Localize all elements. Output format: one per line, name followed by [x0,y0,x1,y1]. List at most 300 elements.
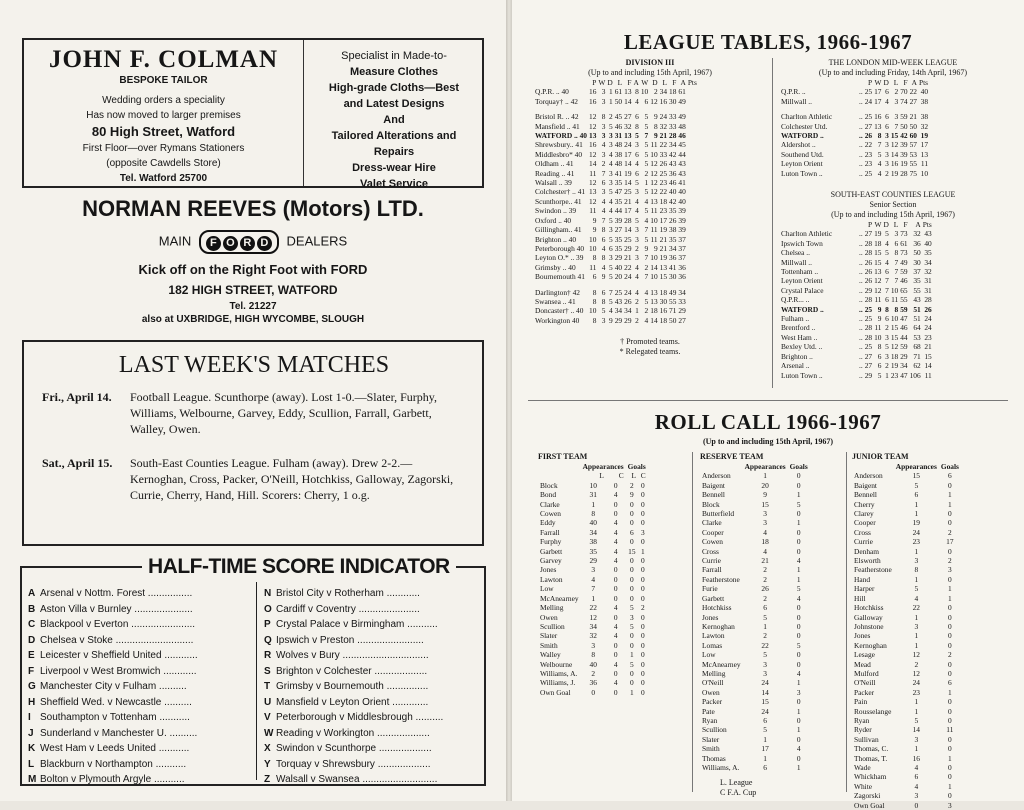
stat-cell: 3 [763,509,767,519]
stat-cell: 44 [614,206,623,216]
player-name: Kernoghan [854,640,887,650]
stat-cell: 3 [591,565,596,575]
se-counties-league [780,190,1006,380]
stat-cell: 39 [900,149,908,159]
stat-cell: 14 [589,159,597,169]
stat-cell: 2 [641,603,645,613]
stat-cell: 5 [763,650,767,660]
player-row [700,641,810,650]
stat-cell: 7 [894,276,899,286]
stat-cell: 2 [591,668,596,678]
player-name: Hill [854,593,866,603]
stat-cell: 9 [653,112,658,122]
stat-cell: 11 [650,140,658,150]
stat-cell: 4 [796,593,801,603]
stat-cell: 1 [796,706,801,716]
stat-cell: 7 [885,285,889,295]
table-row [780,112,929,121]
stat-cell: 3 [914,734,919,744]
match-row [42,455,466,503]
stat-cell: 24 [864,96,873,106]
stat-cell: 1 [914,697,919,707]
stat-cell: 44 [678,149,686,159]
table-row [534,112,698,121]
stat-cell: 9 [644,243,649,253]
appearances-head: Appearances [744,462,786,471]
player-name: Rousselange [854,706,892,716]
stat-cell: 15 [874,257,882,267]
table-row [534,306,698,315]
goals-head: Goals [627,462,646,471]
fixture-match: Manchester City v Fulham .......... [40,681,187,692]
stat-cell: 25 [864,168,873,178]
stat-cell: 28 [864,323,873,333]
stat-cell: 0 [948,659,952,669]
stat-cell: 0 [796,697,801,707]
player-row [852,688,961,697]
stat-cell: 22 [589,603,597,613]
player-name: Zagorski [854,791,881,801]
stat-cell: 5 [644,296,649,306]
stat-cell: 0 [629,509,634,519]
stat-cell: 1 [796,490,801,500]
table-row [534,140,698,149]
stat-cell: 0 [641,640,645,650]
stat-cell: 3 [601,131,606,141]
stat-cell: 3 [601,187,606,197]
stat-cell: 20 [614,272,623,282]
stat-cell: 4 [635,196,639,206]
stat-cell: 4 [796,668,801,678]
player-row [700,650,810,659]
player-row [538,575,648,584]
stat-cell: 4 [601,140,606,150]
stat-cell: 3 [601,149,606,159]
reeves-main: MAIN [158,233,192,249]
stat-cell: 12 [912,668,920,678]
stat-cell: 18 [659,196,668,206]
stat-cell: 26 [924,304,932,314]
stat-cell: 0 [613,593,618,603]
goals-head: Goals [789,462,808,471]
stat-cell: 55 [913,285,921,295]
stat-cell: 10 [890,314,899,324]
fixture-letter: G [28,681,36,692]
fixture-row [264,772,482,788]
fixture-letter: L [28,758,35,770]
midweek-table [780,78,929,178]
stat-cell: 5 [635,178,639,188]
column-head: L [617,78,623,87]
player-row [538,594,648,603]
fixture-letter: C [28,619,36,630]
player-row [852,575,961,584]
leader-dots: .. [859,96,863,106]
stat-cell: 24 [912,678,920,688]
player-row [700,697,810,706]
stat-cell: 14 [624,178,632,188]
stat-cell: 2 [635,315,639,325]
match-date: Sat., April 15. [42,456,113,470]
stat-cell: 6 [763,763,767,772]
stat-cell: 0 [641,621,645,631]
header-row [534,78,698,87]
stat-cell: 24 [761,706,769,716]
fixture-row [264,602,482,618]
junior-team-title: JUNIOR TEAM [852,452,909,461]
stat-cell: 0 [796,612,801,622]
player-name: Hand [854,574,871,584]
stat-cell: 37 [678,234,686,244]
stat-cell: 1 [948,781,952,791]
last-week-title: LAST WEEK'S MATCHES [118,352,390,378]
stat-cell: 27 [624,112,632,122]
team-name: Bournemouth 41 [535,272,585,282]
column-head: D [883,220,889,229]
stat-cell: 4 [591,574,596,584]
stat-cell: 0 [629,574,634,584]
header-row [780,220,933,229]
stat-cell: 12 [874,276,882,286]
player-row [852,537,961,546]
stat-cell: 2 [948,556,952,566]
stat-cell: 41 [669,262,677,272]
stat-cell: 0 [948,734,952,744]
stat-cell: 19 [659,225,668,235]
player-name: Jones [854,631,871,641]
stat-cell: 0 [641,659,645,669]
table-row [534,288,698,297]
stat-cell: 41 [678,178,686,188]
player-row [700,584,810,593]
stat-cell: 42 [669,196,677,206]
player-row [852,631,961,640]
team-name: WATFORD .. 40 [535,131,588,141]
stat-cell: 18 [659,315,668,325]
stat-cell: 6 [601,178,606,188]
stat-cell: 29 [589,556,597,566]
player-row [700,565,810,574]
player-row [852,763,961,772]
stat-cell: 12 [589,196,597,206]
fixture-row [28,679,250,695]
stat-cell: 6 [601,287,606,297]
stat-cell: 24 [761,678,769,688]
leader-dots: .. [859,295,863,305]
table-row [780,87,929,96]
stat-cell: 14 [761,687,769,697]
column-head: F [903,220,908,229]
player-name: Cherry [854,499,875,509]
player-name: Ryder [854,725,872,735]
fixture-match: Cardiff v Coventry ...................... [276,603,420,615]
stat-cell: 6 [914,490,919,500]
leader-dots: .. [859,267,863,277]
stat-cell: 50 [900,121,908,131]
stat-cell: 43 [614,296,623,306]
stat-cell: 1 [609,96,613,106]
player-row [852,471,961,480]
stat-cell: 0 [796,480,801,490]
team-name: Millwall .. [781,96,812,106]
stat-cell: 0 [948,631,952,641]
player-row [538,556,648,565]
stat-cell: 43 [924,229,932,239]
table-row [780,361,933,370]
table-row [780,305,933,314]
stat-cell: 8 [601,225,606,235]
stat-cell: 31 [924,276,932,286]
player-name: Cooper [702,527,724,537]
stat-cell: 38 [614,149,623,159]
stat-cell: 3 [635,253,639,263]
stat-cell: 4 [613,556,618,566]
table-row [780,342,933,351]
colman-line: Has now moved to larger premises [86,110,241,121]
stat-cell: 9 [609,315,613,325]
stat-cell: 4 [885,257,889,267]
stat-cell: 38 [920,96,929,106]
stat-cell: 0 [641,556,645,566]
stat-cell: 1 [763,734,767,744]
stat-cell: 1 [948,753,952,763]
fixture-row [28,726,250,742]
stat-cell: 42 [900,131,908,141]
player-name: Bennell [854,490,877,500]
stat-cell: 1 [885,370,889,380]
stat-cell: 3 [641,527,645,537]
stat-cell: 0 [914,800,919,810]
fixture-row [264,617,482,633]
table-row [780,286,933,295]
stat-cell: 0 [796,650,801,660]
stat-cell: 68 [913,342,921,352]
leader-dots: .. [859,323,863,333]
ford-letter: D [257,236,272,251]
team-name: Oldham .. 41 [535,159,574,169]
player-row [852,697,961,706]
stat-cell: 1 [629,687,634,697]
stat-cell: 1 [914,574,919,584]
stat-cell: 47 [614,187,623,197]
stat-cell: 34 [669,140,677,150]
leader-dots: .. [859,342,863,352]
table-row [534,216,698,225]
leader-dots: .. [859,248,863,258]
stat-cell: 14 [650,262,658,272]
stat-cell: 10 [650,215,658,225]
stat-cell: 1 [763,753,767,763]
stat-cell: 35 [669,234,677,244]
stat-cell: 0 [629,518,634,528]
stat-cell: 10 [650,149,658,159]
player-row [538,688,648,697]
roll-call-sub: (Up to and including 15th April, 1967) [702,437,834,446]
player-row [700,754,810,763]
stat-cell: 24 [659,112,668,122]
stat-cell: 25 [864,314,873,324]
fixture-row [264,741,482,757]
player-row [852,754,961,763]
stat-cell: 106 [909,370,921,380]
stat-cell: 15 [659,272,668,282]
stat-cell: 7 [644,225,649,235]
team-name: Brighton .. 40 [535,234,577,244]
stat-cell: 7 [609,287,613,297]
stat-cell: 33 [669,112,677,122]
stat-cell: 23 [912,687,920,697]
stat-cell: 3 [948,565,952,575]
stat-cell: 0 [948,791,952,801]
stat-cell: 3 [914,556,919,566]
team-name: West Ham .. [781,332,818,342]
stat-cell: 5 [601,306,606,316]
player-name: Cowen [702,537,723,547]
fixture-letter: T [264,681,271,692]
reserve-team [700,452,840,798]
stat-cell: 0 [641,650,645,660]
player-name: Denham [854,546,880,556]
player-row [700,735,810,744]
stat-cell: 3 [914,621,919,631]
half-time-box [20,555,486,786]
stat-cell: 35 [589,546,597,556]
table-row [534,169,698,178]
team-name: Bristol R. .. 42 [535,112,579,122]
team-name: Q.P.R. .. 40 [535,87,569,97]
stat-cell: 49 [678,112,686,122]
subheader-row [538,471,648,480]
stat-cell: 49 [900,257,908,267]
stat-cell: 5 [885,248,889,258]
stat-cell: 0 [796,631,801,641]
fixture-row [28,586,250,602]
fixture-row [28,617,250,633]
player-row [852,518,961,527]
player-row [700,509,810,518]
player-row [700,500,810,509]
stat-cell: 20 [761,480,769,490]
stat-cell: 6 [885,121,889,131]
stat-cell: 15 [924,351,932,361]
stat-cell: 13 [650,287,658,297]
player-row [538,660,648,669]
stat-cell: 24 [624,272,632,282]
stat-cell: 59 [900,112,908,122]
goals-head: Goals [940,462,959,471]
player-row [852,565,961,574]
player-row [538,650,648,659]
reeves-address: 182 HIGH STREET, WATFORD [168,283,338,297]
stat-cell: 16 [874,112,882,122]
header-row [780,78,929,87]
team-name: Millwall .. [781,257,812,267]
stat-cell: 9 [877,314,882,324]
player-row [852,660,961,669]
player-name: White [854,781,873,791]
column-head: A [915,220,921,229]
table-row [534,122,698,131]
player-row [852,500,961,509]
stat-cell: 46 [900,276,908,286]
stat-cell: 34 [678,287,686,297]
stat-cell: 14 [924,361,932,371]
stat-cell: 16 [890,159,899,169]
stat-cell: 27 [864,351,873,361]
stat-cell: 0 [948,480,952,490]
stat-cell: 45 [614,112,623,122]
stat-cell: 12 [589,178,597,188]
player-name: Thomas, T. [854,753,888,763]
player-name: Featherstone [854,565,892,575]
stat-cell: 3 [601,315,606,325]
stat-cell: 0 [948,603,952,613]
stat-cell: 8 [601,253,606,263]
player-name: Low [540,584,554,594]
stat-cell: 55 [900,295,908,305]
stat-cell: 13 [920,149,929,159]
fixture-row [28,741,250,757]
stat-cell: 6 [885,267,889,277]
player-row [700,716,810,725]
stat-cell: 2 [609,112,613,122]
player-row [700,660,810,669]
stat-cell: 41 [614,168,623,178]
stat-cell: 38 [589,537,597,547]
player-name: Eddy [540,518,556,528]
stat-cell: 13 [589,187,597,197]
stat-cell: 0 [641,565,645,575]
stat-cell: 27 [864,229,873,239]
stat-cell: 50 [913,248,921,258]
stat-cell: 46 [678,131,686,141]
ford-letter: R [240,236,255,251]
stat-cell: 23 [864,159,873,169]
stat-cell: 0 [796,659,801,669]
stat-cell: 0 [613,499,618,509]
player-name: Own Goal [854,800,885,810]
sec-table [780,220,933,380]
stat-cell: 1 [948,499,952,509]
stat-cell: 29 [678,306,686,316]
stat-cell: 11 [891,295,899,305]
team-name: Luton Town .. [781,370,823,380]
sec-sub: (Up to and including 15th April, 1967) [831,210,955,219]
fixture-match: Southampton v Tottenham ........... [40,712,190,723]
stat-cell: 4 [644,315,649,325]
stat-cell: 4 [613,546,618,556]
player-name: Williams, J. [540,678,576,688]
stat-cell: 7 [601,215,606,225]
stat-cell: 0 [641,574,645,584]
stat-cell: 2 [763,574,767,584]
stat-cell: 0 [613,480,618,490]
stat-cell: 0 [629,584,634,594]
ford-letter: F [206,236,221,251]
player-name: Galloway [854,612,883,622]
stat-cell: 1 [796,565,801,575]
stat-cell: 23 [924,332,932,342]
stat-cell: 40 [678,196,686,206]
stat-cell: 4 [613,537,618,547]
player-name: O'Neill [702,678,724,688]
fixture-match: Aston Villa v Burnley ..................... [40,603,193,615]
stat-cell: 17 [624,206,632,216]
column-head: A [680,78,686,87]
reeves-tel: Tel. 21227 [229,301,277,312]
team-name: Colchester† .. 41 [535,187,586,197]
stat-cell: 3 [635,225,639,235]
